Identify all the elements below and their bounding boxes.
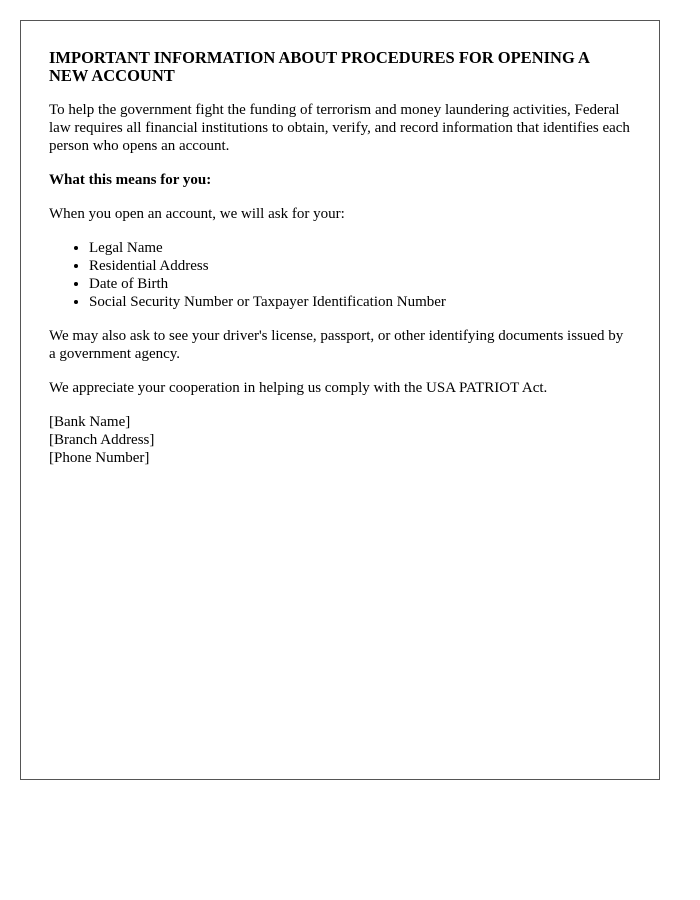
appreciation-paragraph: We appreciate your cooperation in helping us comply with the USA PATRIOT Act. xyxy=(49,380,548,396)
phone-number: [Phone Number] xyxy=(49,450,150,466)
bank-name: [Bank Name] xyxy=(49,414,131,430)
branch-address: [Branch Address] xyxy=(49,432,155,448)
contact-block xyxy=(49,413,631,467)
list-item: • Social Security Number or Taxpayer Identification Number xyxy=(89,293,631,311)
ask-intro-paragraph: When you open an account, we will ask for your: xyxy=(49,206,345,222)
intro-paragraph: To help the government fight the funding of terrorism and money laundering activities, Federal law requires all financial institutions to obtain, verify, and record information that identifies each person who opens an account. xyxy=(49,102,630,154)
what-this-means-heading: What this means for you: xyxy=(49,172,212,188)
notice-title: IMPORTANT INFORMATION ABOUT PROCEDURES FOR OPENING A NEW ACCOUNT xyxy=(49,48,589,85)
list-item: • Legal Name xyxy=(89,239,631,257)
documents-paragraph: We may also ask to see your driver's license, passport, or other identifying documents issued by a government agency. xyxy=(49,328,624,362)
required-info-list xyxy=(49,239,631,311)
list-item: • Residential Address xyxy=(89,257,631,275)
list-item: • Date of Birth xyxy=(89,275,631,293)
notice-container xyxy=(20,20,660,780)
